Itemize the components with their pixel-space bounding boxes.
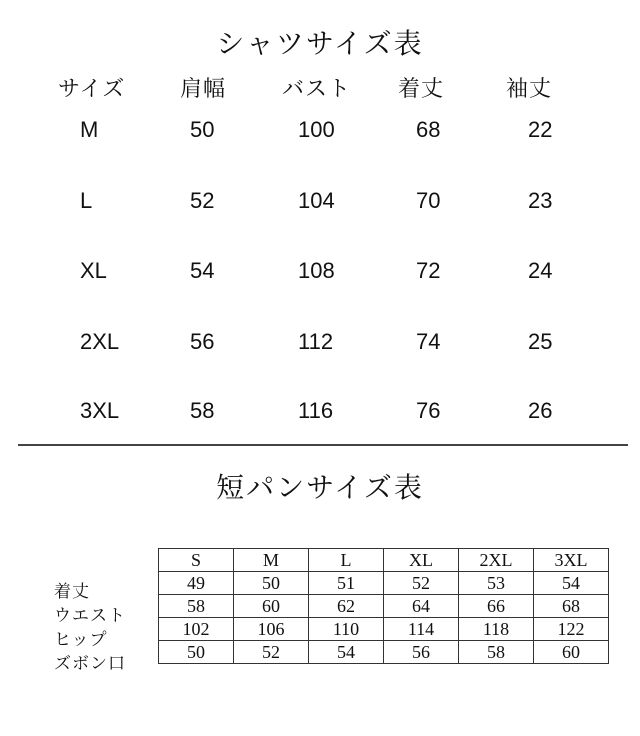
shorts-size-value: 60 — [534, 641, 609, 664]
shirt-size-value: 68 — [416, 117, 441, 142]
shirt-size-value: 56 — [190, 329, 215, 354]
shorts-row-label: ウエスト — [54, 606, 126, 626]
shorts-size-chart-title: 短パンサイズ表 — [216, 471, 424, 504]
shorts-size-value: 52 — [234, 641, 309, 664]
shorts-size-value: 56 — [384, 641, 459, 664]
shorts-size-value: 54 — [309, 641, 384, 664]
shorts-size-header: S — [159, 549, 234, 572]
shirt-size-value: 50 — [190, 117, 215, 142]
shirt-size-value: 25 — [528, 329, 553, 354]
shirt-size-label: M — [80, 117, 99, 142]
shorts-size-value: 102 — [159, 618, 234, 641]
shirt-size-value: 70 — [416, 188, 441, 213]
shorts-size-value: 50 — [159, 641, 234, 664]
shirt-size-value: 104 — [298, 188, 335, 213]
shorts-size-value: 106 — [234, 618, 309, 641]
shirt-size-value: 112 — [298, 329, 334, 354]
shirt-header-sleeve: 袖丈 — [506, 77, 553, 102]
shorts-size-value: 64 — [384, 595, 459, 618]
table-row — [159, 641, 609, 664]
shorts-size-value: 58 — [459, 641, 534, 664]
shirt-size-value: 54 — [190, 258, 215, 283]
shorts-row-label: 着丈 — [54, 582, 90, 602]
shirt-size-label: 2XL — [80, 329, 120, 354]
shorts-size-header: 2XL — [459, 549, 534, 572]
shorts-row-label: ヒップ — [54, 630, 108, 650]
shirt-size-label: 3XL — [80, 398, 120, 423]
shirt-size-value: 22 — [528, 117, 553, 142]
shirt-size-value: 72 — [416, 258, 441, 283]
shorts-size-value: 50 — [234, 572, 309, 595]
shorts-size-header: L — [309, 549, 384, 572]
shirt-header-length: 着丈 — [398, 77, 445, 102]
shirt-header-shoulder: 肩幅 — [180, 77, 227, 102]
shorts-header-row — [159, 549, 609, 572]
shorts-row-label: ズボン口 — [54, 654, 126, 674]
shirt-size-value: 76 — [416, 398, 441, 423]
shorts-size-header: M — [234, 549, 309, 572]
shirt-size-label: L — [80, 188, 93, 213]
shorts-size-value: 49 — [159, 572, 234, 595]
shirt-header-size: サイズ — [58, 77, 126, 102]
shirt-size-value: 74 — [416, 329, 441, 354]
shorts-size-value: 58 — [159, 595, 234, 618]
shorts-size-value: 52 — [384, 572, 459, 595]
shorts-size-value: 62 — [309, 595, 384, 618]
shirt-size-value: 52 — [190, 188, 215, 213]
shorts-size-value: 122 — [534, 618, 609, 641]
shirt-size-value: 26 — [528, 398, 553, 423]
shirt-size-value: 58 — [190, 398, 215, 423]
shirt-size-label: XL — [80, 258, 107, 283]
shorts-size-header: 3XL — [534, 549, 609, 572]
table-row — [159, 618, 609, 641]
shorts-size-table — [158, 548, 609, 664]
table-row — [159, 595, 609, 618]
shirt-size-value: 23 — [528, 188, 553, 213]
shorts-size-value: 66 — [459, 595, 534, 618]
shorts-size-value: 51 — [309, 572, 384, 595]
shorts-size-value: 54 — [534, 572, 609, 595]
shirt-header-bust: バスト — [282, 77, 352, 102]
shorts-size-value: 68 — [534, 595, 609, 618]
shorts-size-value: 53 — [459, 572, 534, 595]
table-row — [159, 572, 609, 595]
shorts-size-value: 110 — [309, 618, 384, 641]
shirt-size-value: 24 — [528, 258, 553, 283]
section-divider — [18, 444, 628, 446]
shirt-size-chart-title: シャツサイズ表 — [216, 27, 424, 60]
shirt-size-value: 100 — [298, 117, 335, 142]
shirt-size-value: 116 — [298, 398, 334, 423]
shorts-size-value: 118 — [459, 618, 534, 641]
shorts-size-value: 114 — [384, 618, 459, 641]
shirt-size-value: 108 — [298, 258, 335, 283]
shorts-size-header: XL — [384, 549, 459, 572]
shorts-size-value: 60 — [234, 595, 309, 618]
